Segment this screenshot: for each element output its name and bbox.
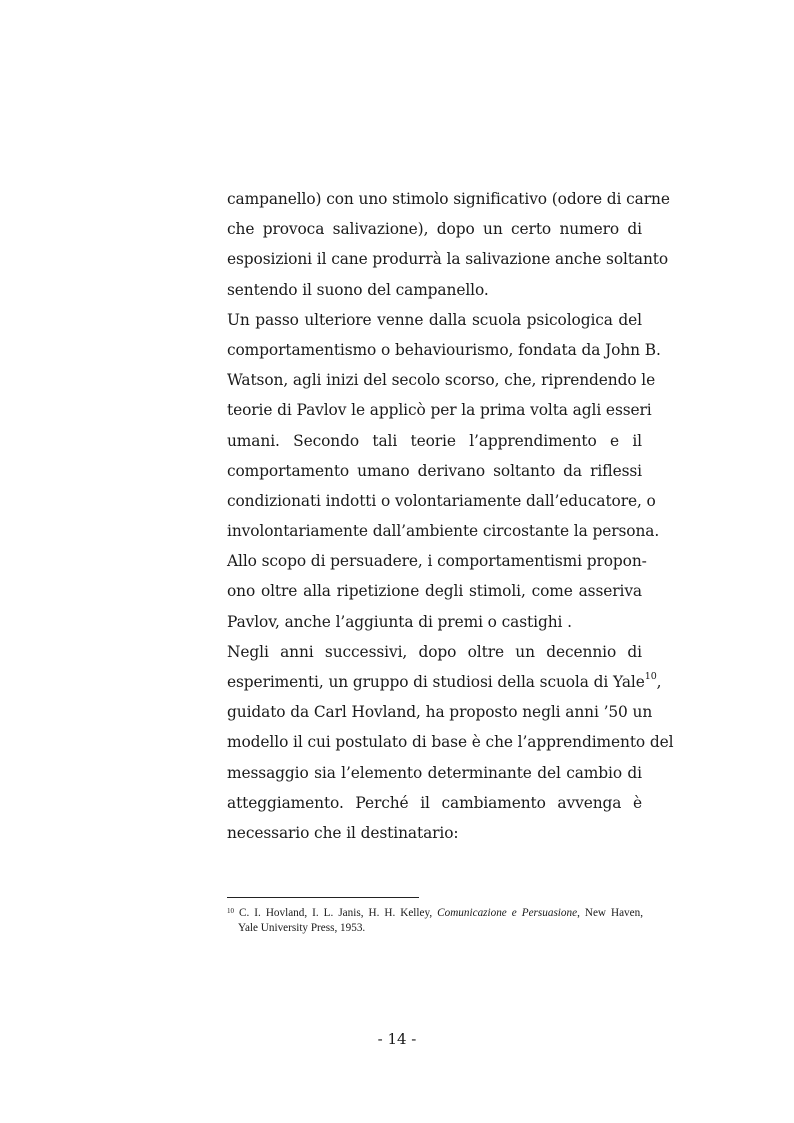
text-line: atteggiamento. Perché il cambiamento avvenga è — [227, 793, 642, 812]
page-number: - 14 - — [377, 1030, 417, 1048]
text-line: esposizioni il cane produrrà la salivazione anche soltanto — [227, 250, 669, 269]
text-line: umani. Secondo tali teorie l’apprendimento e il — [227, 431, 642, 450]
footnote-place: , New Haven, — [577, 907, 644, 919]
text-line: ono oltre alla ripetizione degli stimoli, come asseriva — [227, 582, 642, 601]
text-line: comportamento umano derivano soltanto da riflessi — [227, 461, 642, 480]
text-line: messaggio sia l’elemento determinante del cambio di — [227, 763, 642, 782]
text-line: involontariamente dall’ambiente circostante la persona. — [227, 522, 660, 541]
text-line: teorie di Pavlov le applicò per la prima volta agli esseri — [227, 401, 652, 420]
footnote-marker: 10 — [227, 907, 234, 915]
text-line: guidato da Carl Hovland, ha proposto negli anni ’50 un — [227, 703, 653, 722]
text-line: necessario che il destinatario: — [227, 823, 459, 842]
text-line: sentendo il suono del campanello. — [227, 280, 489, 299]
text-line-content: esperimenti, un gruppo di studiosi della scuola di Yale — [227, 673, 645, 691]
text-line: campanello) con uno stimolo significativo (odore di carne — [227, 190, 670, 208]
footnote-reference[interactable]: 10 — [644, 671, 657, 682]
footnote-authors: C. I. Hovland, I. L. Janis, H. H. Kelley, — [239, 907, 433, 919]
text-line: condizionati indotti o volontariamente dall’educatore, o — [227, 491, 656, 510]
footnote — [227, 906, 643, 935]
text-line: Negli anni successivi, dopo oltre un decennio di — [227, 642, 642, 661]
text-line: Un passo ulteriore venne dalla scuola psicologica del — [227, 310, 642, 329]
footnote-line — [227, 921, 643, 936]
footnote-title: Comunicazione e Persuasione — [437, 907, 578, 919]
body-text — [227, 184, 674, 848]
text-line: che provoca salivazione), dopo un certo numero di — [227, 220, 642, 239]
text-line: modello il cui postulato di base è che l’apprendimento del — [227, 733, 674, 752]
footnote-divider — [227, 897, 419, 898]
text-line: Watson, agli inizi del secolo scorso, che, riprendendo le — [227, 371, 656, 390]
text-line: comportamentismo o behaviourismo, fondata da John B. — [227, 340, 661, 359]
footnote-publisher: Yale University Press, 1953. — [238, 921, 366, 934]
footnote-line — [227, 906, 643, 921]
text-line: Allo scopo di persuadere, i comportamentismi propon- — [227, 552, 647, 571]
text-line-with-footnote-ref: esperimenti, un gruppo di studiosi della scuola di Yale$^{10}$, — [227, 671, 662, 691]
text-line: Pavlov, anche l’aggiunta di premi o castighi . — [227, 612, 572, 631]
